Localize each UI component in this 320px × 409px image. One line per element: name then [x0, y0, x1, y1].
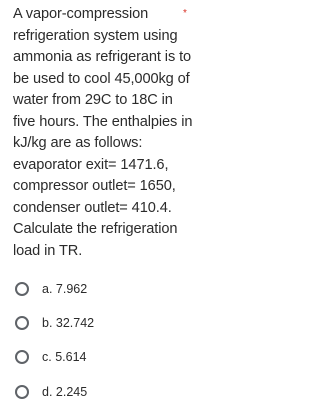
- radio-unchecked-icon[interactable]: [15, 316, 29, 330]
- radio-unchecked-icon[interactable]: [15, 350, 29, 364]
- option-c[interactable]: [15, 340, 86, 374]
- option-b[interactable]: [15, 306, 94, 340]
- option-b-label: b. 32.742: [42, 316, 95, 330]
- radio-unchecked-icon[interactable]: [15, 385, 29, 399]
- required-asterisk: *: [183, 8, 187, 19]
- radio-unchecked-icon[interactable]: [15, 282, 29, 296]
- question-text: A vapor-compression refrigeration system using ammonia as refrigerant is to be used to cool 45,000kg of water from 29C to 18C in five hours. The enthalpies in kJ/kg are as follows: evaporator exit= 1471.6, compressor outlet= 1650, condenser outlet= 410.4. Calculate the refrigeration load in TR.: [13, 6, 193, 259]
- option-a-label: a. 7.962: [42, 282, 88, 296]
- option-a[interactable]: [15, 272, 87, 306]
- option-c-label: c. 5.614: [42, 350, 87, 364]
- option-d-label: d. 2.245: [42, 385, 88, 399]
